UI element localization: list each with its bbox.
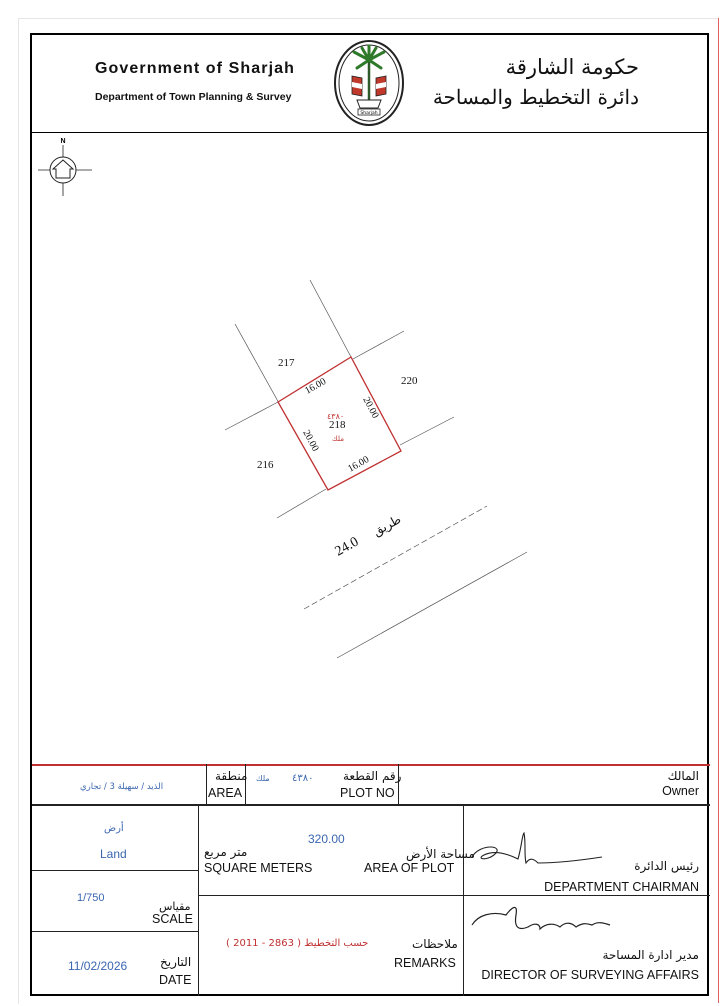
director-label-en: DIRECTOR OF SURVEYING AFFAIRS	[481, 968, 699, 982]
certificate-frame	[30, 33, 709, 996]
dim-top: 16.00	[303, 376, 329, 397]
area-of-plot-en: AREA OF PLOT	[364, 861, 455, 875]
plot-218-ar-number: ٤٣٨٠	[327, 412, 345, 421]
director-signature	[468, 901, 618, 945]
square-meters-ar: متر مربع	[204, 845, 248, 859]
chairman-label-ar: رئيس الدائرة	[634, 859, 699, 873]
area-label-ar: منطقة	[215, 769, 248, 783]
grid-col-1	[198, 805, 199, 996]
grid-row-right	[198, 895, 710, 896]
plot-no-label-ar: رقم القطعة	[343, 769, 402, 783]
department-title-ar: دائرة التخطيط والمساحة	[432, 85, 639, 109]
scale-value: 1/750	[77, 892, 105, 904]
chairman-label-en: DEPARTMENT CHAIRMAN	[544, 880, 699, 894]
dim-right: 20.00	[360, 395, 381, 421]
plot-map	[32, 132, 706, 764]
sharjah-emblem-icon	[332, 38, 406, 128]
department-title-en: Department of Town Planning & Survey	[95, 91, 292, 103]
land-label-en: Land	[100, 847, 127, 861]
date-value: 11/02/2026	[68, 959, 128, 973]
road-label: طريق	[370, 512, 404, 539]
plot-no-label-en: PLOT NO	[340, 786, 395, 800]
plot-218-status: ملك	[332, 435, 344, 443]
area-value: الذيد / سهيلة 3 / تجاري	[80, 782, 164, 792]
scale-label-en: SCALE	[152, 912, 193, 926]
date-label-en: DATE	[159, 973, 192, 987]
square-meters-en: SQUARE METERS	[204, 861, 313, 875]
dim-bottom: 16.00	[346, 454, 372, 475]
grid-row-left-1	[32, 870, 198, 871]
info-bottom-divider	[32, 804, 710, 806]
dim-left: 20.00	[300, 428, 321, 454]
director-label-ar: مدير ادارة المساحة	[602, 948, 699, 962]
owner-label-en: Owner	[662, 784, 699, 798]
remarks-value: حسب التخطيط ( 2863 - 2011 )	[226, 938, 369, 949]
owner-label-ar: المالك	[667, 769, 699, 783]
plot-number-216: 216	[257, 459, 274, 471]
north-label: N	[60, 138, 66, 145]
plot-no-value: ٤٣٨٠	[292, 773, 314, 784]
plot-number-218: 218	[329, 419, 346, 431]
remarks-label-en: REMARKS	[394, 956, 456, 970]
road-width: 24.0	[332, 534, 362, 560]
scale-label-ar: مقياس	[159, 900, 191, 913]
area-label-en: AREA	[208, 786, 243, 800]
remarks-label-ar: ملاحظات	[412, 937, 458, 951]
government-title-ar: حكومة الشارقة	[505, 55, 639, 79]
government-title-en: Government of Sharjah	[95, 60, 296, 77]
north-arrow-icon	[38, 138, 92, 196]
grid-col-2	[463, 805, 464, 996]
header	[32, 35, 707, 133]
land-label-ar: أرض	[104, 823, 124, 834]
emblem-label: Sharjah	[360, 111, 378, 116]
plot-number-217: 217	[278, 357, 295, 369]
margin-line	[718, 18, 719, 1003]
plot-number-220: 220	[401, 375, 418, 387]
grid-row-left-2	[32, 931, 198, 932]
date-label-ar: التاريخ	[160, 955, 192, 969]
plot-area-value: 320.00	[308, 832, 345, 846]
area-divider	[206, 764, 207, 804]
area-of-plot-ar: مساحة الأرض	[406, 847, 475, 861]
plot-status: ملك	[256, 774, 270, 783]
chairman-signature	[466, 825, 606, 875]
